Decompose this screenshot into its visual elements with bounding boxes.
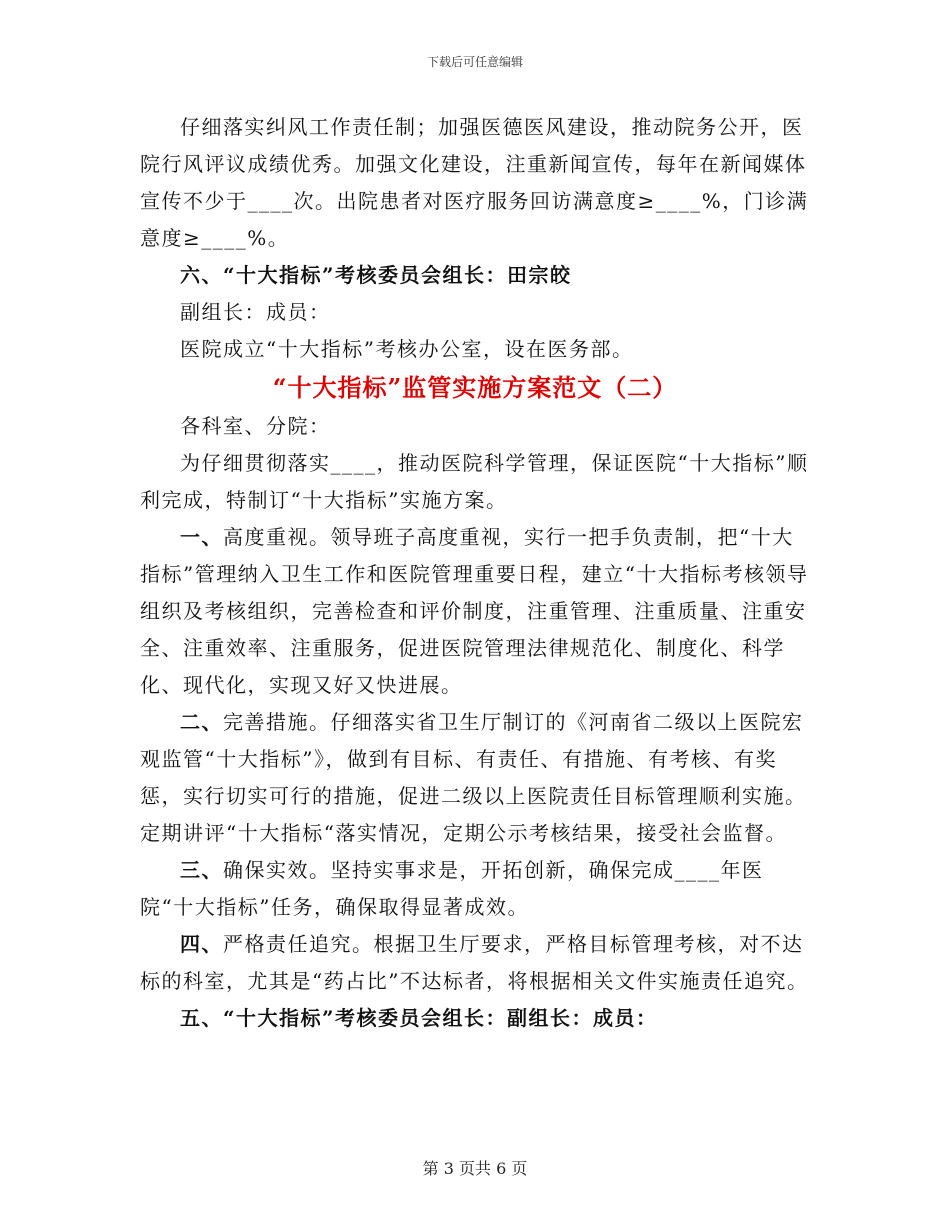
page-header: 下载后可任意编辑 bbox=[426, 55, 523, 69]
item-four-number: 四、 bbox=[180, 932, 223, 956]
section-six-heading: 六、“十大指标”考核委员会组长：田宗皎 bbox=[180, 263, 572, 287]
item-two-number: 二、 bbox=[180, 710, 223, 734]
item-four-text: 严格责任追究。根据卫生厅要求，严格目标管理考核，对不达标的科室，尤其是“药占比”不达标者，将根据相关文件实施责任追究。 bbox=[140, 932, 809, 993]
item-one bbox=[140, 519, 810, 704]
document-title: “十大指标”监管实施方案范文（二） bbox=[272, 373, 678, 402]
page-footer: 第 3 页共 6 页 bbox=[422, 1159, 528, 1178]
item-two bbox=[140, 704, 810, 852]
item-three-number: 三、 bbox=[180, 858, 223, 882]
item-four bbox=[140, 926, 810, 1000]
item-three bbox=[140, 852, 810, 926]
vice-leader-line: 副组长：成员： bbox=[180, 300, 331, 324]
office-line: 医院成立“十大指标”考核办公室，设在医务部。 bbox=[180, 337, 634, 361]
document-body bbox=[140, 109, 810, 1037]
item-two-text: 完善措施。仔细落实省卫生厅制订的《河南省二级以上医院宏观监管“十大指标”》，做到有目标、有责任、有措施、有考核、有奖惩，实行切实可行的措施，促进二级以上医院责任目标管理顺利实施。定期讲评“十大指标“落实情况，定期公示考核结果，接受社会监督。 bbox=[140, 710, 807, 845]
item-five: 五、“十大指标”考核委员会组长：副组长：成员： bbox=[180, 1006, 658, 1030]
paragraph-discipline: 仔细落实纠风工作责任制；加强医德医风建设，推动院务公开，医院行风评议成绩优秀。加强文化建设，注重新闻宣传，每年在新闻媒体宣传不少于____次。出院患者对医疗服务回访满意度≥____%，门诊满意度≥____%。 bbox=[140, 115, 809, 250]
item-one-text: 高度重视。领导班子高度重视，实行一把手负责制，把“十大指标”管理纳入卫生工作和医院管理重要日程，建立“十大指标考核领导组织及考核组织，完善检查和评价制度，注重管理、注重质量、注重安全、注重效率、注重服务，促进医院管理法律规范化、制度化、科学化、现代化，实现又好又快进展。 bbox=[140, 525, 809, 697]
item-three-text: 确保实效。坚持实事求是，开拓创新，确保完成____年医院“十大指标”任务，确保取得显著成效。 bbox=[140, 858, 764, 919]
salutation: 各科室、分院： bbox=[180, 414, 331, 438]
item-one-number: 一、 bbox=[180, 525, 223, 549]
intro-paragraph: 为仔细贯彻落实____，推动医院科学管理，保证医院“十大指标”顺利完成，特制订“十大指标”实施方案。 bbox=[140, 451, 809, 512]
